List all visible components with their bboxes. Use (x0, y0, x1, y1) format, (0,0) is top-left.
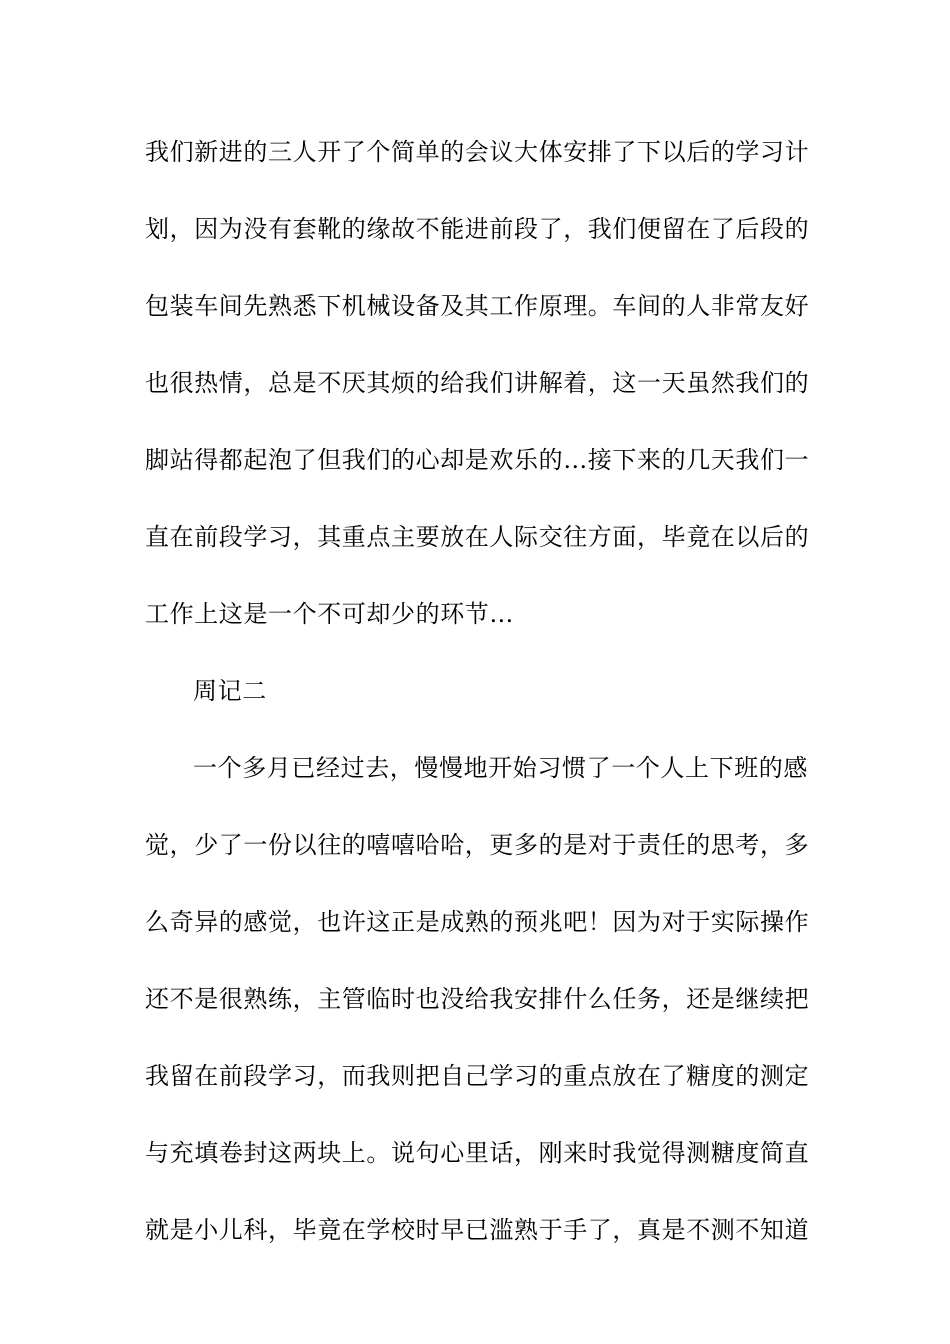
text-line: 一个多月已经过去，慢慢地开始习惯了一个人上下班的感 (193, 754, 808, 782)
text-line: 包装车间先熟悉下机械设备及其工作原理。车间的人非常友好 (145, 292, 810, 320)
text-line: 我留在前段学习，而我则把自己学习的重点放在了糖度的测定 (145, 1062, 810, 1090)
text-line: 我们新进的三人开了个简单的会议大体安排了下以后的学习计 (145, 138, 810, 166)
text-line: 就是小儿科，毕竟在学校时早已滥熟于手了，真是不测不知道 (145, 1216, 810, 1244)
section-heading: 周记二 (193, 677, 267, 705)
text-line: 觉，少了一份以往的嘻嘻哈哈，更多的是对于责任的思考，多 (145, 831, 810, 859)
text-line: 与充填卷封这两块上。说句心里话，刚来时我觉得测糖度简直 (145, 1139, 810, 1167)
text-line: 划，因为没有套靴的缘故不能进前段了，我们便留在了后段的 (145, 215, 810, 243)
text-line: 工作上这是一个不可却少的环节… (145, 600, 514, 628)
text-line: 也很热情，总是不厌其烦的给我们讲解着，这一天虽然我们的 (145, 369, 810, 397)
document-body (145, 128, 810, 1283)
text-line: 脚站得都起泡了但我们的心却是欢乐的…接下来的几天我们一 (145, 446, 810, 474)
text-line: 直在前段学习，其重点主要放在人际交往方面，毕竟在以后的 (145, 523, 810, 551)
text-line: 么奇异的感觉，也许这正是成熟的预兆吧！因为对于实际操作 (145, 908, 810, 936)
text-line: 还不是很熟练，主管临时也没给我安排什么任务，还是继续把 (145, 985, 810, 1013)
